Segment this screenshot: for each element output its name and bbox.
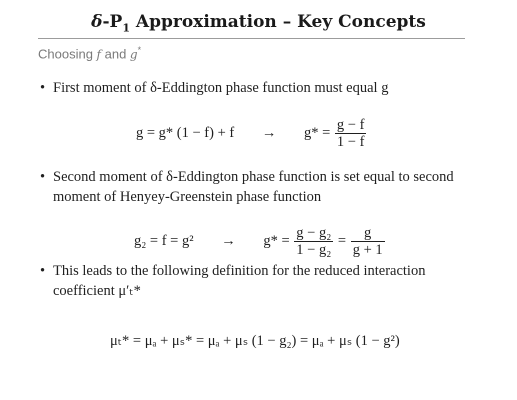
section-f: f <box>96 47 101 62</box>
bullet-text: This leads to the following definition for the reduced interaction coefficient μ′ₜ* <box>53 263 426 299</box>
section-g: g <box>129 47 138 62</box>
eq2-frac1-denominator: 1 − g₂ <box>296 242 332 258</box>
bullet-dot: • <box>40 263 46 279</box>
eq1-fraction <box>335 117 367 150</box>
bullet-text: Second moment of δ-Eddington phase function is set equal to second moment of Henyey-Greenstein phase function <box>53 169 454 205</box>
equation-second-moment <box>134 225 386 258</box>
eq1-numerator: g − f <box>336 117 365 133</box>
bullet-first-moment <box>40 78 473 98</box>
arrow-icon: → <box>221 232 236 249</box>
eq1-left: g = g* (1 − f) + f <box>136 124 235 141</box>
title-rest: Approximation – Key Concepts <box>130 12 426 32</box>
eq2-fraction-1 <box>294 225 333 258</box>
eq2-frac2-denominator: g + 1 <box>352 242 383 258</box>
title-sub: 1 <box>122 21 130 35</box>
title-p: -P <box>102 12 123 32</box>
eq1-denominator: 1 − f <box>336 134 365 150</box>
section-text: Choosing <box>38 46 97 62</box>
bullet-reduced-coefficient <box>40 261 473 301</box>
eq2-equals: = <box>337 232 347 249</box>
arrow-icon: → <box>261 124 277 141</box>
title-divider <box>38 38 465 39</box>
slide-title <box>0 12 517 34</box>
equation-reduced-coefficient <box>110 333 400 350</box>
eq3-text: μₜ* = μₐ + μₛ* = μₐ + μₛ (1 − g₂) = μₐ + μₛ (1 − g²) <box>110 333 400 349</box>
eq2-left: g₂ = f = g² <box>134 232 194 249</box>
eq2-right-lhs: g* = <box>263 232 290 249</box>
eq2-frac2-numerator: g <box>351 225 385 242</box>
title-delta: δ <box>91 12 103 32</box>
bullet-text: First moment of δ-Eddington phase function must equal g <box>53 80 389 96</box>
bullet-dot: • <box>40 169 46 185</box>
eq2-fraction-2 <box>351 225 385 258</box>
bullet-dot: • <box>40 80 46 96</box>
eq1-right-lhs: g* = <box>303 124 331 141</box>
section-heading <box>38 45 141 61</box>
eq2-frac1-numerator: g − g₂ <box>296 225 332 241</box>
section-star: * <box>137 45 142 55</box>
section-and: and <box>101 46 130 62</box>
bullet-second-moment <box>40 167 473 207</box>
equation-first-moment <box>136 117 367 150</box>
